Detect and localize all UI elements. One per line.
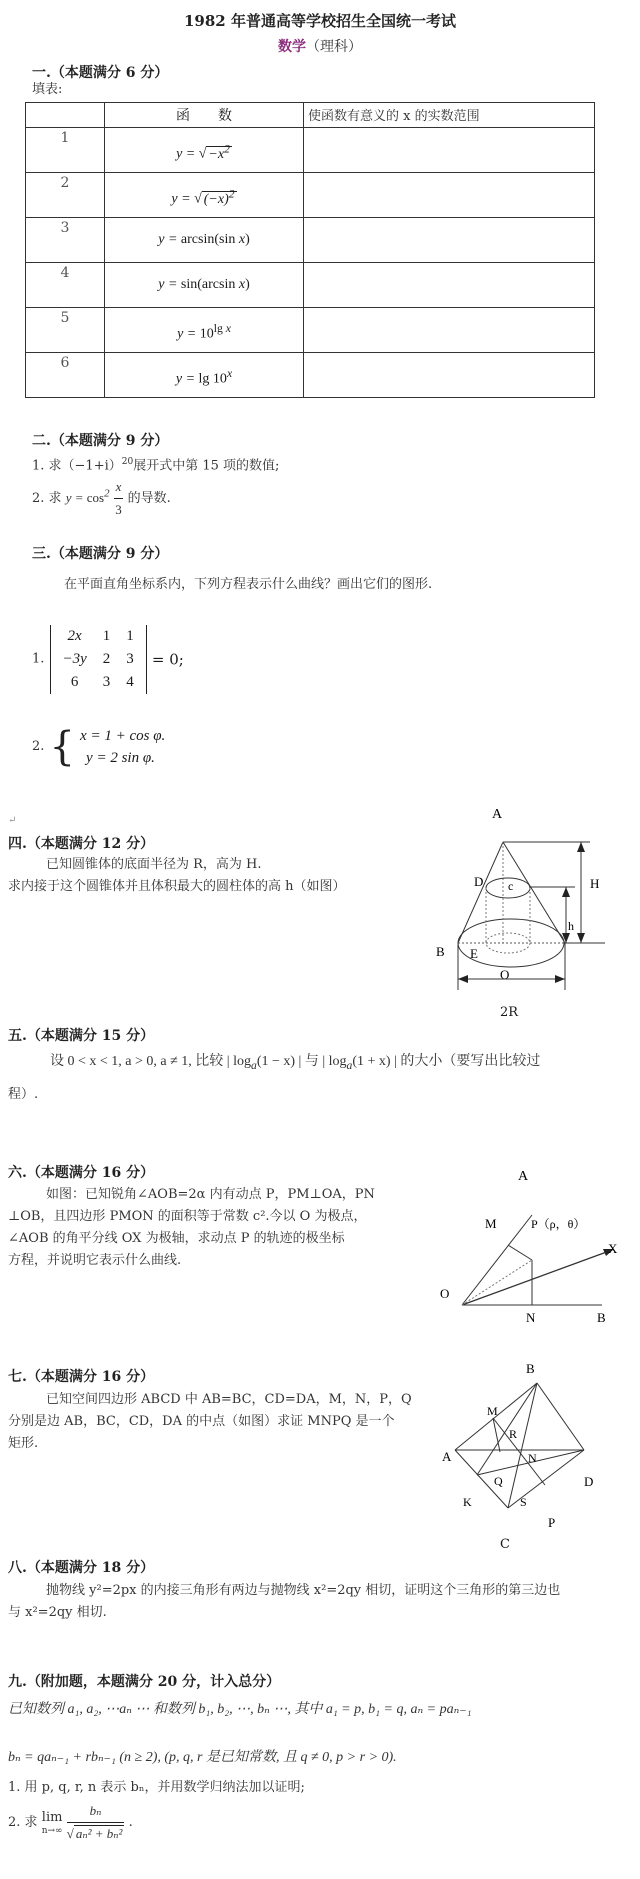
q5-log-base: a <box>251 1058 257 1072</box>
q2-item1-suffix: 展开式中第 15 项的数值; <box>133 458 280 474</box>
q9-item-1: 1. 用 p, q, r, n 表示 bₙ，并用数学归纳法加以证明; <box>8 1780 305 1795</box>
q9-item2-prefix: 2. 求 <box>8 1815 38 1830</box>
label-h: h <box>568 919 574 933</box>
q7-heading: 七.（本题满分 16 分） <box>8 1369 155 1385</box>
table-row <box>26 353 595 398</box>
row-range-input[interactable] <box>304 218 595 263</box>
lim-text: lim <box>41 1809 63 1825</box>
q2-item1-exponent: 20 <box>121 457 134 467</box>
q9-item-2 <box>8 1800 133 1845</box>
limit-fraction: $\frac{\text{bₙ}}{\text{√ aₙ² + bₙ²}}$ <box>67 1800 125 1845</box>
fraction-numerator: bₙ <box>67 1800 125 1823</box>
system-eq-2: y = 2 sin φ. <box>86 750 155 766</box>
label-B: B <box>597 1310 606 1325</box>
q1-instruction: 填表: <box>32 82 63 97</box>
quadrilateral-figure <box>420 1340 640 1550</box>
q9-item2-suffix: . <box>128 1815 133 1830</box>
row-number: 5 <box>26 308 105 353</box>
label-N: N <box>528 1451 537 1465</box>
det-cell: 1 <box>126 628 134 644</box>
q7-line-3: 矩形. <box>8 1436 39 1451</box>
limit-operator <box>42 1810 63 1836</box>
label-C: c <box>508 879 514 893</box>
label-P: P <box>548 1515 556 1530</box>
label-P: P（ρ，θ） <box>531 1217 586 1231</box>
label-N: N <box>526 1310 536 1325</box>
det-cell: 6 <box>70 674 79 690</box>
label-A: A <box>492 807 503 822</box>
q2-item2-suffix: 的导数. <box>127 491 171 506</box>
q5-text-pre: 设 0 < x < 1, a > 0, a ≠ 1, 比较 | log <box>50 1054 251 1069</box>
row-function: y = arcsin(sin x) <box>105 218 304 263</box>
system-eq-1: x = 1 + cos φ. <box>80 728 166 744</box>
q6-line-1: 如图：已知锐角∠AOB=2α 内有动点 P，PM⊥OA，PN <box>46 1187 375 1202</box>
q2-item1-prefix: 1. 求（−1+i） <box>32 458 122 474</box>
q5-text-mid: (1 − x) | 与 | log <box>256 1054 347 1069</box>
fill-table <box>25 102 595 398</box>
q1-heading: 一.（本题满分 6 分） <box>32 65 169 81</box>
parametric-system <box>80 725 165 769</box>
q5-heading: 五.（本题满分 15 分） <box>8 1028 155 1044</box>
q5-text-line-2: 程）. <box>8 1087 39 1102</box>
q2-heading: 二.（本题满分 9 分） <box>32 433 169 449</box>
q5-text <box>50 1052 540 1076</box>
q2-item2-prefix: 2. 求 <box>32 491 62 506</box>
det-cell: 1 <box>102 628 111 644</box>
row-number: 6 <box>26 353 105 398</box>
q8-line-2: 与 x²=2qy 相切. <box>8 1605 107 1620</box>
label-A: A <box>442 1449 452 1464</box>
fraction-x-over-3: $\frac{x}{3}$ <box>114 476 124 521</box>
row-number: 4 <box>26 263 105 308</box>
label-X: X <box>608 1241 618 1256</box>
subject-category: （理科） <box>306 39 362 55</box>
left-brace-icon: { <box>49 724 75 770</box>
q5-text-post: (1 + x) | 的大小（要写出比较过 <box>352 1054 541 1069</box>
q4-line-2: 求内接于这个圆锥体并且体积最大的圆柱体的高 h（如图） <box>8 879 346 894</box>
det-cell: 2 <box>102 651 111 667</box>
exam-title: 1982 年普通高等学校招生全国统一考试 <box>184 12 456 30</box>
q3-item2-label: 2. <box>32 739 45 754</box>
q9-heading: 九.（附加题，本题满分 20 分，计入总分） <box>8 1674 281 1690</box>
q3-item-1 <box>32 625 184 694</box>
angle-figure <box>400 1150 640 1330</box>
label-D: D <box>584 1474 594 1489</box>
det-cell: 2x <box>67 628 82 644</box>
row-range-input[interactable] <box>304 353 595 398</box>
q8-line-1: 抛物线 y²=2px 的内接三角形有两边与抛物线 x²=2qy 相切，证明这个三角形的第三边也 <box>46 1583 561 1598</box>
header-cell-function: 函 数 <box>105 103 304 128</box>
row-function: y = lg 10$^x$ <box>105 353 304 398</box>
label-H: H <box>590 876 600 891</box>
q3-intro: 在平面直角坐标系内，下列方程表示什么曲线？画出它们的图形. <box>64 577 433 592</box>
det-cell: −3y <box>62 651 87 667</box>
table-row <box>26 173 595 218</box>
q4-line-1: 已知圆锥体的底面半径为 R，高为 H. <box>46 857 262 872</box>
label-2R: 2R <box>500 1005 519 1020</box>
table-row <box>26 218 595 263</box>
det-cell: 3 <box>126 651 134 667</box>
label-R: R <box>509 1427 518 1441</box>
q2-item-2: 2. 求 $y = \cos^2$ $\frac{x}{3}$ 的导数. <box>32 476 171 521</box>
label-O: O <box>440 1286 450 1301</box>
q7-line-2: 分别是边 AB，BC，CD，DA 的中点（如图）求证 MNPQ 是一个 <box>8 1414 395 1429</box>
q6-line-3: ∠AOB 的角平分线 OX 为极轴，求动点 P 的轨迹的极坐标 <box>8 1231 345 1246</box>
table-row <box>26 263 595 308</box>
q9-line-2: bₙ = qaₙ₋₁ + rbₙ₋₁ (n ≥ 2), (p, q, r 是已知常数, 且 q ≠ 0, p > r > 0). <box>8 1750 397 1765</box>
row-range-input[interactable] <box>304 128 595 173</box>
row-function: $y = 10^{lg x}$ <box>105 308 304 353</box>
q4-heading: 四.（本题满分 12 分） <box>8 836 155 852</box>
table-row <box>26 128 595 173</box>
subject-label: 数学 <box>278 39 306 55</box>
exam-subtitle <box>0 36 640 56</box>
label-Q: Q <box>494 1474 503 1488</box>
row-number: 3 <box>26 218 105 263</box>
label-D: D <box>474 874 484 889</box>
label-E: E <box>470 946 478 961</box>
q3-heading: 三.（本题满分 9 分） <box>32 546 169 562</box>
fraction-denominator: aₙ² + bₙ² <box>75 1826 123 1841</box>
det-rhs: = 0; <box>151 650 184 669</box>
determinant <box>50 625 147 694</box>
label-A: A <box>518 1169 529 1184</box>
lim-subscript: n→∞ <box>41 1825 63 1836</box>
row-function: y = √ $-x^2$ <box>105 128 304 173</box>
table-header-row <box>26 103 595 128</box>
row-range-input[interactable] <box>304 263 595 308</box>
row-function: y = √ $(-x)^2$ <box>105 173 304 218</box>
table-row <box>26 308 595 353</box>
q2-item-1 <box>32 452 279 476</box>
det-cell: 4 <box>126 674 134 690</box>
label-M: M <box>485 1216 497 1231</box>
label-C: C <box>500 1537 510 1552</box>
det-cell: 3 <box>102 674 111 690</box>
paragraph-mark: ↵ <box>8 815 17 826</box>
label-B: B <box>436 944 445 959</box>
label-B: B <box>526 1361 535 1376</box>
q6-line-4: 方程，并说明它表示什么曲线. <box>8 1253 182 1268</box>
q3-item-2 <box>32 725 165 769</box>
q5-log-base: a <box>346 1058 353 1072</box>
row-range-input[interactable] <box>304 308 595 353</box>
label-O: O <box>500 967 510 982</box>
header-cell-index <box>26 103 105 128</box>
q6-heading: 六.（本题满分 16 分） <box>8 1165 155 1181</box>
row-function: y = sin(arcsin x) <box>105 263 304 308</box>
label-M: M <box>487 1404 498 1418</box>
row-number: 1 <box>26 128 105 173</box>
row-range-input[interactable] <box>304 173 595 218</box>
header-cell-range: 使函数有意义的 x 的实数范围 <box>304 103 595 128</box>
q3-item1-label: 1. <box>32 651 45 667</box>
row-number: 2 <box>26 173 105 218</box>
label-K: K <box>463 1495 472 1509</box>
cone-figure <box>400 780 640 1020</box>
q6-line-2: ⊥OB，且四边形 PMON 的面积等于常数 c².今以 O 为极点， <box>8 1209 367 1224</box>
label-S: S <box>520 1495 527 1509</box>
q9-line-1: 已知数列 a₁, a₂, ⋯aₙ ⋯ 和数列 b₁, b₂, ⋯, bₙ ⋯, 其中 a₁ = p, b₁ = q, aₙ = paₙ₋₁ <box>8 1702 472 1717</box>
q8-heading: 八.（本题满分 18 分） <box>8 1560 155 1576</box>
q7-line-1: 已知空间四边形 ABCD 中 AB=BC，CD=DA，M，N，P，Q <box>46 1392 412 1407</box>
